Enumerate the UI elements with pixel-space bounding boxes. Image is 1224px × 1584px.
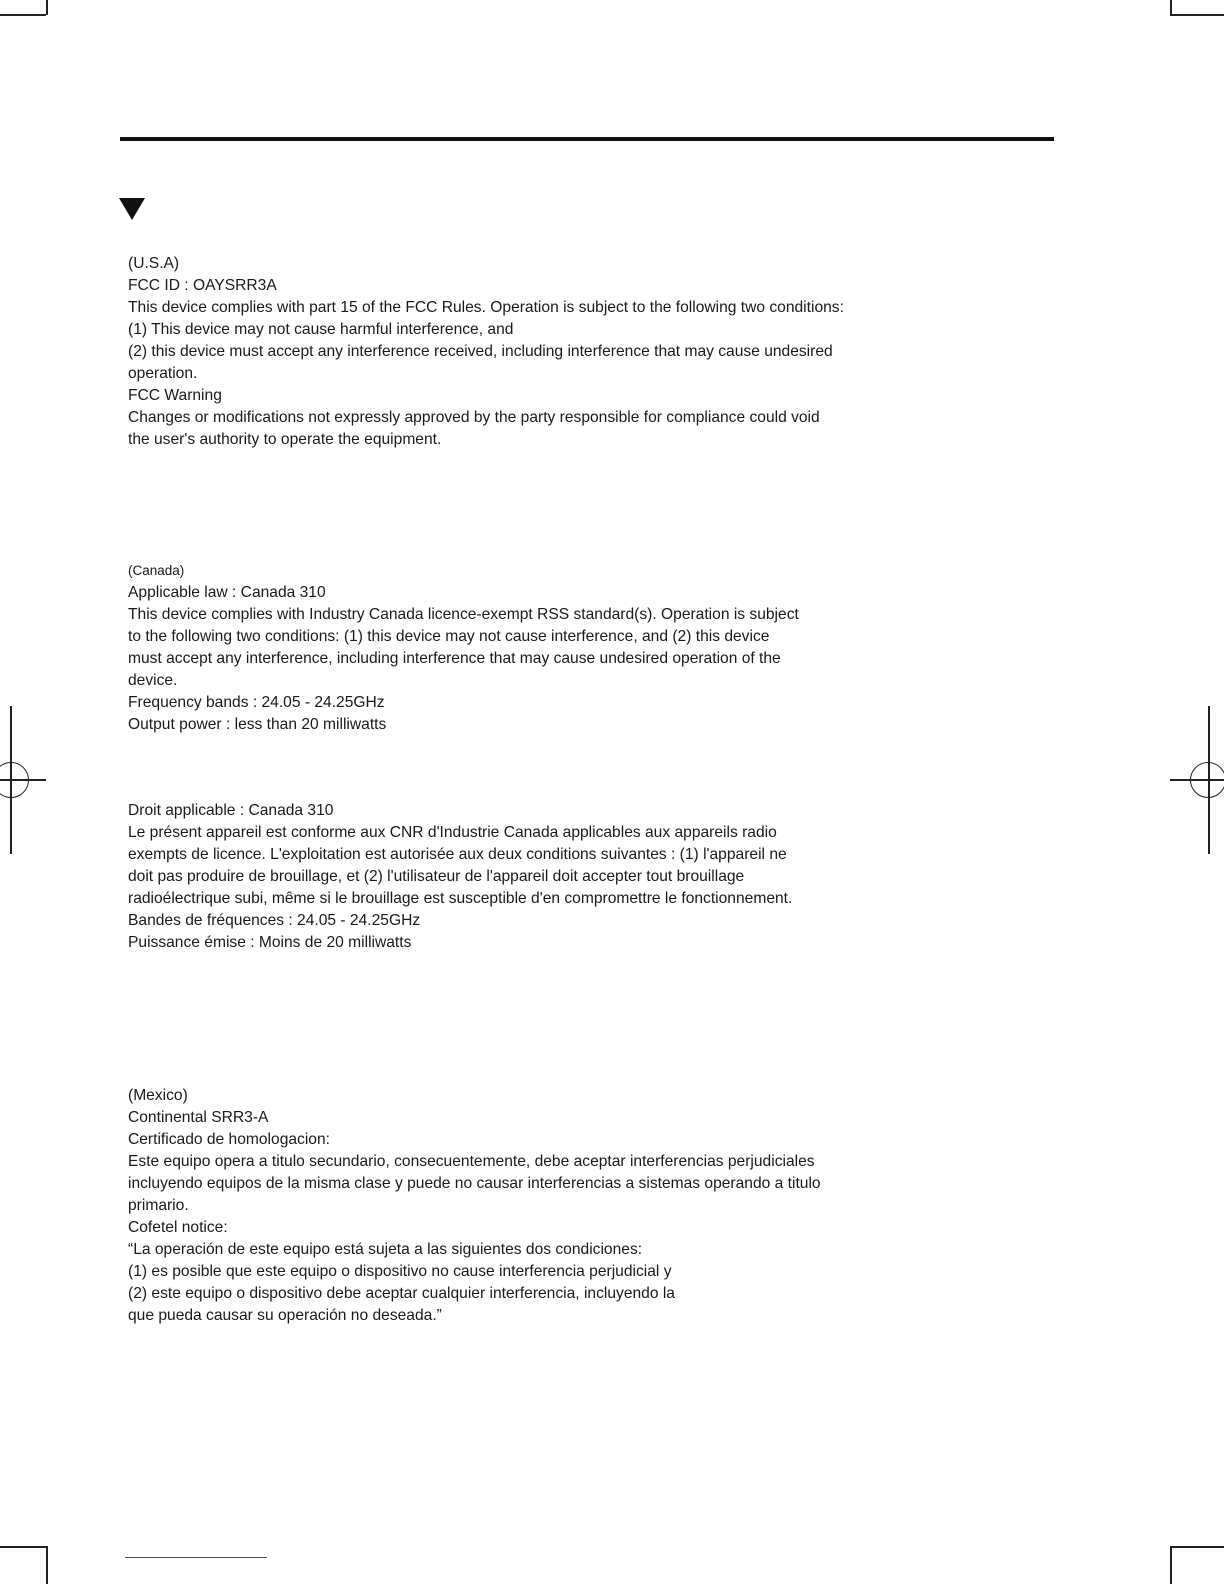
- text-line: Applicable law : Canada 310: [128, 584, 326, 601]
- text-line: Output power : less than 20 milliwatts: [128, 716, 387, 733]
- crop-mark-bottom-left-h: [0, 1546, 46, 1548]
- registration-right-circle: [1190, 762, 1224, 798]
- crop-mark-bottom-left-v: [46, 1546, 48, 1584]
- footer-underline: [125, 1557, 267, 1558]
- mexico-section: [128, 1085, 821, 1327]
- text-line: (2) this device must accept any interference received, including interference that may cause undesired: [128, 343, 833, 360]
- text-line: operation.: [128, 365, 198, 382]
- text-line: radioélectrique subi, même si le brouillage est susceptible d'en compromettre le fonctionnement.: [128, 890, 793, 907]
- text-line: the user's authority to operate the equipment.: [128, 431, 442, 448]
- text-line: (2) este equipo o dispositivo debe aceptar cualquier interferencia, incluyendo la: [128, 1285, 675, 1302]
- text-line: Continental SRR3-A: [128, 1109, 269, 1126]
- region-label-usa: (U.S.A): [128, 255, 180, 272]
- text-line: Changes or modifications not expressly approved by the party responsible for compliance could void: [128, 409, 820, 426]
- text-line: must accept any interference, including interference that may cause undesired operation of the: [128, 650, 781, 667]
- text-line: Frequency bands : 24.05 - 24.25GHz: [128, 694, 385, 711]
- region-label-mexico: (Mexico): [128, 1087, 188, 1104]
- text-line: Certificado de homologacion:: [128, 1131, 330, 1148]
- text-line: to the following two conditions: (1) this device may not cause interference, and (2) this device: [128, 628, 770, 645]
- text-line: This device complies with part 15 of the FCC Rules. Operation is subject to the following two conditions:: [128, 299, 844, 316]
- text-line: Droit applicable : Canada 310: [128, 802, 334, 819]
- text-line: “La operación de este equipo está sujeta a las siguientes dos condiciones:: [128, 1241, 643, 1258]
- canada-section: [128, 560, 799, 736]
- text-line: FCC Warning: [128, 387, 222, 404]
- text-line: exempts de licence. L'exploitation est autorisée aux deux conditions suivantes : (1) l'appareil ne: [128, 846, 787, 863]
- region-label-canada: (Canada): [128, 563, 185, 578]
- canada-fr-section: [128, 800, 792, 954]
- section-triangle-icon: [119, 198, 145, 220]
- text-line: FCC ID : OAYSRR3A: [128, 277, 277, 294]
- registration-left-circle: [0, 762, 29, 798]
- text-line: Bandes de fréquences : 24.05 - 24.25GHz: [128, 912, 421, 929]
- text-line: Le présent appareil est conforme aux CNR d'Industrie Canada applicables aux appareils radio: [128, 824, 777, 841]
- crop-mark-bottom-right-v: [1170, 1546, 1172, 1584]
- header-rule: [120, 137, 1054, 141]
- text-line: (1) es posible que este equipo o dispositivo no cause interferencia perjudicial y: [128, 1263, 672, 1280]
- text-line: (1) This device may not cause harmful interference, and: [128, 321, 514, 338]
- text-line: doit pas produire de brouillage, et (2) l'utilisateur de l'appareil doit accepter tout brouillage: [128, 868, 745, 885]
- crop-mark-top-right-h: [1170, 14, 1224, 16]
- text-line: que pueda causar su operación no deseada.”: [128, 1307, 442, 1324]
- crop-mark-bottom-right-h: [1170, 1546, 1224, 1548]
- crop-mark-top-left-v: [46, 0, 48, 15]
- text-line: Este equipo opera a titulo secundario, consecuentemente, debe aceptar interferencias perjudiciales: [128, 1153, 815, 1170]
- text-line: primario.: [128, 1197, 189, 1214]
- text-line: device.: [128, 672, 178, 689]
- usa-section: [128, 253, 844, 451]
- crop-mark-top-left-h: [0, 14, 46, 16]
- text-line: Puissance émise : Moins de 20 milliwatts: [128, 934, 412, 951]
- crop-mark-top-right-v: [1170, 0, 1172, 15]
- text-line: incluyendo equipos de la misma clase y puede no causar interferencias a sistemas operando a titulo: [128, 1175, 821, 1192]
- text-line: Cofetel notice:: [128, 1219, 228, 1236]
- text-line: This device complies with Industry Canada licence-exempt RSS standard(s). Operation is subject: [128, 606, 799, 623]
